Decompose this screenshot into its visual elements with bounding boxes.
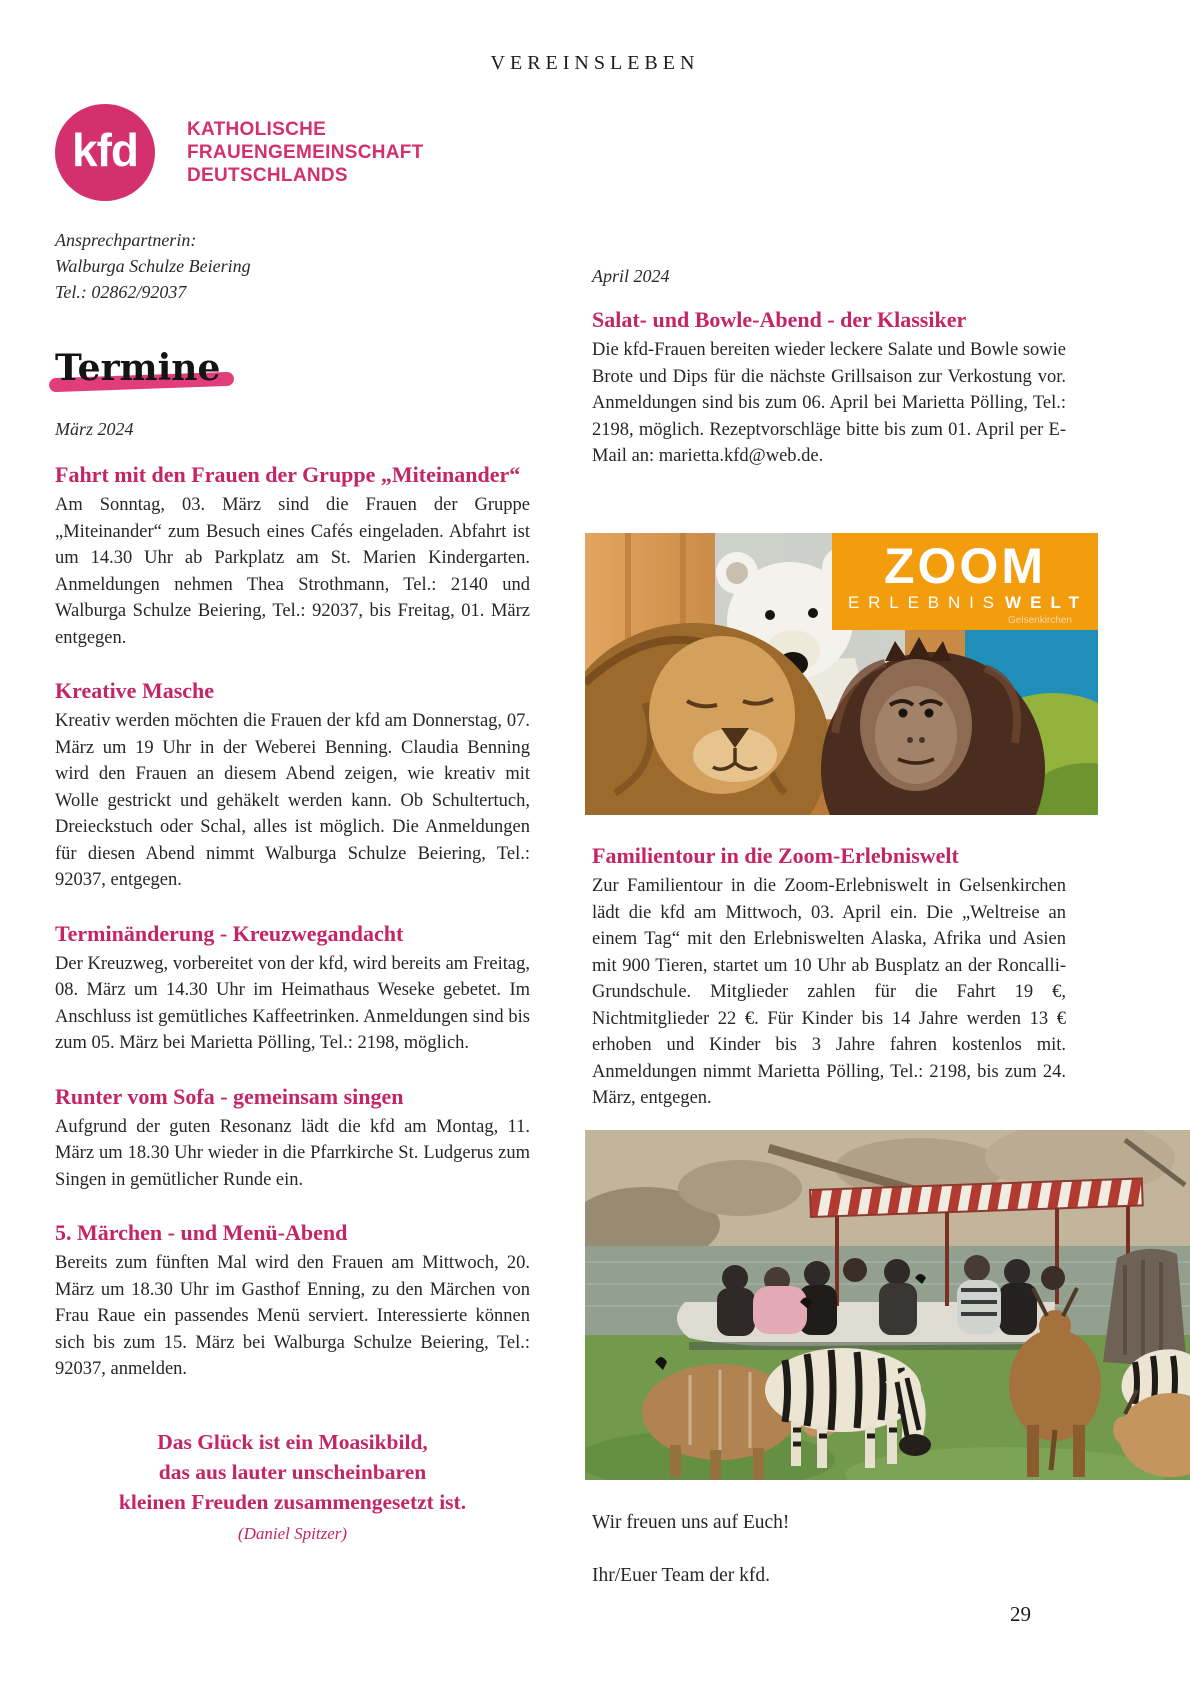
- section-heading: Salat- und Bowle-Abend - der Klassiker: [592, 307, 967, 332]
- section-body: Die kfd-Frauen bereiten wieder leckere Salate und Bowle sowie Brote und Dips für die nächste Grillsaison zur Verkostung vor. Anmeldungen sind bis zum 06. April bei Marietta Pölling, Tel.: 2198, möglich. Rezeptvorschläge bitte bis zum 01. April per E-Mail an: marietta.kfd@web.de.: [592, 340, 1066, 466]
- month-label-april: April 2024: [592, 266, 670, 286]
- contact-phone: Tel.: 02862/92037: [55, 282, 187, 302]
- section-heading: Terminänderung - Kreuzwegandacht: [55, 920, 404, 946]
- closing-line-1: Wir freuen uns auf Euch!: [592, 1512, 790, 1533]
- zoo-logo-subtitle-right: WELT: [1005, 593, 1083, 612]
- section-kreuzwegandacht: [55, 919, 530, 1057]
- quote-line: das aus lauter unscheinbaren: [158, 1459, 427, 1484]
- section-heading: Familientour in die Zoom-Erlebniswelt: [592, 843, 959, 868]
- contact-role: Ansprechpartnerin:: [55, 230, 197, 250]
- section-body: Zur Familientour in die Zoom-Erlebniswelt in Gelsenkirchen lädt die kfd am Mittwoch, 03. April ein. Die „Weltreise an einem Tag“ mit den Erlebniswelten Alaska, Afrika und Asien mit 900 Tieren, startet um 10 Uhr ab Busplatz an der Roncalli-Grundschule. Mitglieder zahlen für die Fahrt 19 €, Nichtmitglieder 22 €. Für Kinder bis 14 Jahre werden 13 € erhoben und Kinder bis 3 Jahre fahren kostenlos mit. Anmeldungen nimmt Marietta Pölling, Tel.: 2198, bis zum 24. März, entgegen.: [592, 876, 1066, 1108]
- photo-zoo-boat-tour: [585, 1130, 1190, 1480]
- zoo-logo-title: ZOOM: [884, 538, 1046, 594]
- section-gemeinsam-singen: [55, 1082, 530, 1194]
- section-heading: Runter vom Sofa - gemeinsam singen: [55, 1083, 404, 1109]
- section-kreative-masche: [55, 676, 530, 894]
- page-header: VEREINSLEBEN: [490, 52, 700, 74]
- section-salat-bowle-abend: [592, 305, 1066, 470]
- contact-block: [55, 227, 530, 305]
- zoo-logo-subtitle-left: ERLEBNIS: [848, 593, 998, 612]
- quote-attribution: (Daniel Spitzer): [237, 1523, 348, 1543]
- kfd-logo-abbr: kfd: [72, 124, 138, 176]
- quote-line: Das Glück ist ein Moasikbild,: [157, 1429, 428, 1454]
- quote-line: kleinen Freuden zusammengesetzt ist.: [118, 1489, 467, 1514]
- photo-zoo-animals-illustration: [585, 533, 1098, 815]
- section-familientour-zoom: [592, 841, 1066, 1112]
- termine-heading-wrap: [55, 347, 530, 389]
- section-maerchen-menue-abend: [55, 1218, 530, 1383]
- kfd-logo-wordmark: [187, 118, 424, 187]
- month-label-march: März 2024: [55, 419, 134, 439]
- march-sections: [55, 460, 530, 1383]
- section-body: Am Sonntag, 03. März sind die Frauen der Gruppe „Miteinander“ zum Besuch eines Cafés eingeladen. Abfahrt ist um 14.30 Uhr ab Parkplatz am St. Marien Kindergarten. Anmeldungen nehmen Thea Strothmann, Tel.: 2140 und Walburga Schulze Beiering, Tel.: 92037, bis Freitag, 01. März entgegen.: [55, 495, 530, 648]
- section-heading: Kreative Masche: [55, 678, 215, 703]
- quote-block: [55, 1427, 530, 1544]
- kfd-logo-line: DEUTSCHLANDS: [187, 164, 348, 186]
- contact-name: Walburga Schulze Beiering: [55, 256, 251, 276]
- section-heading: 5. Märchen - und Menü-Abend: [55, 1220, 348, 1245]
- page-number: 29: [1010, 1602, 1031, 1626]
- kfd-logo-line: KATHOLISCHE: [187, 118, 327, 140]
- section-body: Bereits zum fünften Mal wird den Frauen am Mittwoch, 20. März um 18.30 Uhr im Gasthof Enning, zu den Märchen von Frau Raue ein passendes Menü serviert. Interessierte können sich bis zum 15. März bei Walburga Schulze Beiering, Tel.: 92037, anmelden.: [55, 1253, 530, 1379]
- section-body: Aufgrund der guten Resonanz lädt die kfd am Montag, 11. März um 18.30 Uhr wieder in die Pfarrkirche St. Ludgerus zum Singen in gemütlicher Runde ein.: [55, 1116, 530, 1190]
- kfd-logo-ellipse: [55, 104, 155, 201]
- closing-line-2: Ihr/Euer Team der kfd.: [592, 1565, 771, 1586]
- section-body: Kreativ werden möchten die Frauen der kfd am Donnerstag, 07. März um 19 Uhr in der Weberei Benning. Claudia Benning wird den Frauen an diesem Abend zeigen, wie kreativ mit Wolle gestrickt und gehäkelt werden kann. Ob Schultertuch, Dreieckstuch oder Schal, alles ist möglich. Die Anmeldungen für diesen Abend nimmt Walburga Schulze Beiering, Tel.: 92037, entgegen.: [55, 711, 530, 890]
- kfd-logo-line: FRAUENGEMEINSCHAFT: [187, 141, 424, 163]
- photo-zoo-animals: [585, 533, 1098, 815]
- photo-zoo-boat-tour-illustration: [585, 1130, 1190, 1480]
- section-heading: Fahrt mit den Frauen der Gruppe „Miteinander“: [55, 462, 521, 487]
- left-column: [55, 101, 530, 1544]
- termine-title: Termine: [55, 347, 226, 389]
- zoo-logo-city: Gelsenkirchen: [1008, 615, 1072, 626]
- section-fahrt-miteinander: [55, 460, 530, 651]
- kfd-logo: [55, 101, 530, 203]
- section-body: Der Kreuzweg, vorbereitet von der kfd, wird bereits am Freitag, 08. März um 14.30 Uhr im Heimathaus Weseke gebetet. Im Anschluss ist gemütliches Kaffeetrinken. Anmeldungen sind bis zum 05. März bei Marietta Pölling, Tel.: 2198, möglich.: [55, 953, 530, 1053]
